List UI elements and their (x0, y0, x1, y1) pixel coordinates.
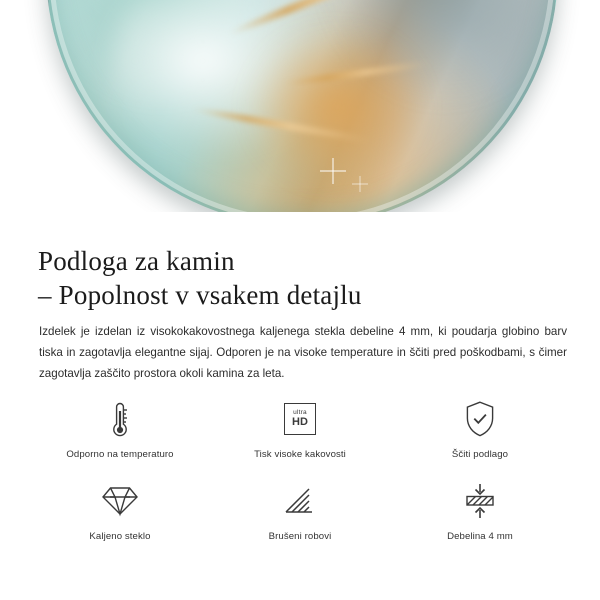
round-glass-pad-image (46, 0, 558, 212)
feature-item-tempered-glass (30, 478, 210, 554)
ultra-hd-top-text: ultra (293, 408, 307, 416)
ultra-hd-icon (284, 396, 316, 442)
headline-line-2: – Popolnost v vsakem detajlu (38, 280, 362, 311)
feature-item-protects-surface (390, 396, 570, 472)
feature-item-temperature (30, 396, 210, 472)
diamond-icon (101, 478, 139, 524)
thickness-arrows-icon (461, 478, 499, 524)
feature-grid (30, 396, 570, 554)
sparkle-icon (320, 158, 346, 184)
feature-label: Brušeni robovi (268, 531, 332, 542)
feature-item-print-quality (210, 396, 390, 472)
glass-edge-highlight (49, 0, 555, 212)
feature-item-thickness (390, 478, 570, 554)
feature-item-polished-edges (210, 478, 390, 554)
feature-label: Ščiti podlago (451, 449, 509, 460)
headline-line-1: Podloga za kamin (38, 246, 235, 277)
hero-image (0, 0, 600, 212)
feature-label: Odporno na temperaturo (66, 449, 174, 460)
page-title (38, 244, 558, 312)
feature-label: Debelina 4 mm (447, 531, 513, 542)
feature-label: Kaljeno steklo (89, 531, 151, 542)
shield-check-icon (463, 396, 497, 442)
product-description-text: Izdelek je izdelan iz visokokakovostnega kaljenega stekla debeline 4 mm, ki poudarja globino barv tiska in zagotavlja elegantne sijaj. Odporen je na visoke temperature in ščiti pred poškodbami, s čimer zagotavlja zaščito prostora okoli kamina za leta. (39, 324, 567, 380)
polished-edges-icon (282, 478, 318, 524)
thermometer-icon (109, 396, 131, 442)
feature-label: Tisk visoke kakovosti (254, 449, 346, 460)
ultra-hd-bottom-text: HD (292, 416, 308, 429)
sparkle-icon (352, 176, 368, 192)
